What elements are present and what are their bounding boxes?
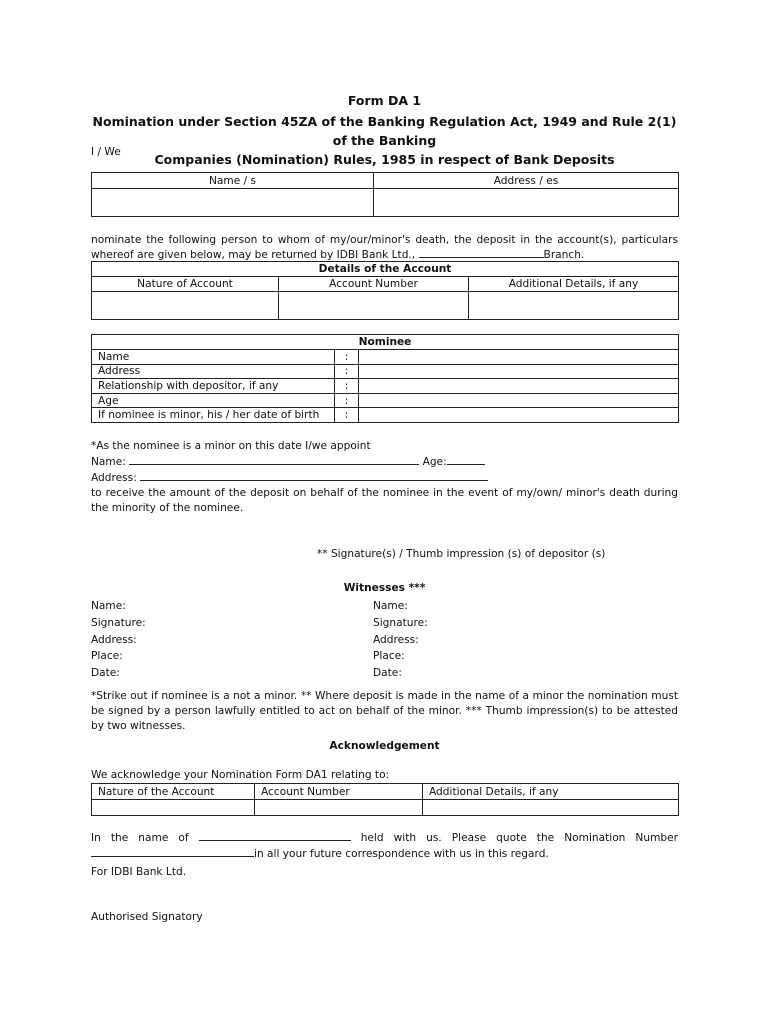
account-details-cell[interactable] xyxy=(469,292,679,320)
nominee-table xyxy=(91,334,679,423)
nominee-sep: : xyxy=(335,393,359,408)
guardian-name-line xyxy=(91,454,678,470)
account-nature-cell[interactable] xyxy=(92,292,279,320)
depositor-name-cell[interactable] xyxy=(92,189,374,217)
ack-header-nature: Nature of the Account xyxy=(92,784,255,800)
acknowledgement-intro: We acknowledge your Nomination Form DA1 relating to: xyxy=(91,769,390,781)
witness1-name-label: Name: xyxy=(91,600,126,612)
branch-blank[interactable] xyxy=(419,247,544,258)
form-heading xyxy=(91,112,678,169)
depositors-table xyxy=(91,172,679,217)
witness1-place-label: Place: xyxy=(91,650,123,663)
witness2-signature-label: Signature: xyxy=(373,616,428,629)
ack-held-text: held with us. Please quote the Nomination Number xyxy=(360,832,678,844)
nominate-line2-suffix: Branch. xyxy=(543,249,585,261)
form-heading-line2: Companies (Nomination) Rules, 1985 in respect of Bank Deposits xyxy=(154,152,615,167)
witness1-signature-label: Signature: xyxy=(91,616,146,629)
nominee-sep: : xyxy=(335,408,359,423)
nominee-age-value[interactable] xyxy=(359,393,679,408)
guardian-age-blank[interactable] xyxy=(447,454,485,465)
ack-name-text xyxy=(91,830,678,862)
nominate-text xyxy=(91,233,678,262)
i-we-label: I / We xyxy=(91,146,121,158)
nominee-table-title: Nominee xyxy=(92,335,679,350)
witness-1 xyxy=(91,598,146,682)
depositors-header-address: Address / es xyxy=(374,173,679,189)
ack-name-prefix: In the name of xyxy=(91,832,189,844)
guardian-name-blank[interactable] xyxy=(129,454,419,465)
form-title: Form DA 1 xyxy=(347,93,422,108)
guardian-address-label: Address: xyxy=(91,472,137,484)
nominate-line2-prefix: whereof are given below, may be returned by IDBI Bank Ltd., xyxy=(91,249,416,261)
nominee-relationship-value[interactable] xyxy=(359,379,679,394)
witness1-address-label: Address: xyxy=(91,633,137,646)
nominate-line2 xyxy=(91,247,678,262)
account-header-nature: Nature of Account xyxy=(92,277,279,292)
ack-nature-cell[interactable] xyxy=(92,800,255,816)
nominee-label-age: Age xyxy=(92,393,335,408)
authorised-signatory-label: Authorised Signatory xyxy=(91,911,203,923)
witness1-date-label: Date: xyxy=(91,667,120,680)
minor-para: to receive the amount of the deposit on behalf of the nominee in the event of my/own/ minor's death during the minority of the nominee. xyxy=(91,487,678,514)
ack-header-details: Additional Details, if any xyxy=(423,784,679,800)
nominee-label-relationship: Relationship with depositor, if any xyxy=(92,379,335,394)
guardian-address-blank[interactable] xyxy=(140,470,488,481)
account-number-cell[interactable] xyxy=(279,292,469,320)
witness2-name-label: Name: xyxy=(373,600,408,612)
guardian-address-line xyxy=(91,470,678,486)
form-heading-line1: Nomination under Section 45ZA of the Banking Regulation Act, 1949 and Rule 2(1) of the Banking xyxy=(92,114,677,148)
account-header-number: Account Number xyxy=(279,277,469,292)
ack-name-line xyxy=(91,830,678,846)
acknowledgement-title: Acknowledgement xyxy=(329,740,440,752)
minor-section xyxy=(91,439,678,516)
ack-header-number: Account Number xyxy=(255,784,423,800)
nomination-number-blank[interactable] xyxy=(91,846,254,857)
witnesses-title: Witnesses *** xyxy=(343,582,426,594)
nominate-line1: nominate the following person to whom of my/our/minor's death, the deposit in the account(s), particulars xyxy=(91,234,678,246)
witness2-address-label: Address: xyxy=(373,633,419,646)
witness2-place-label: Place: xyxy=(373,650,405,663)
guardian-name-label: Name: xyxy=(91,456,126,468)
witness2-date-label: Date: xyxy=(373,667,402,680)
nominee-label-name: Name xyxy=(92,350,335,365)
ack-details-cell[interactable] xyxy=(423,800,679,816)
witness-2 xyxy=(373,598,428,682)
nominee-label-dob: If nominee is minor, his / her date of birth xyxy=(92,408,335,423)
nominee-sep: : xyxy=(335,364,359,379)
nominee-dob-value[interactable] xyxy=(359,408,679,423)
depositor-address-cell[interactable] xyxy=(374,189,679,217)
nominee-sep: : xyxy=(335,350,359,365)
nominee-name-value[interactable] xyxy=(359,350,679,365)
for-bank-label: For IDBI Bank Ltd. xyxy=(91,866,187,878)
account-header-details: Additional Details, if any xyxy=(469,277,679,292)
ack-correspondence: in all your future correspondence with us in this regard. xyxy=(254,848,549,860)
minor-intro: *As the nominee is a minor on this date I/we appoint xyxy=(91,440,371,452)
depositors-header-name: Name / s xyxy=(92,173,374,189)
depositor-signature-label: ** Signature(s) / Thumb impression (s) of depositor (s) xyxy=(317,548,606,560)
guardian-age-label: Age: xyxy=(422,456,447,468)
ack-account-table xyxy=(91,783,679,816)
nominee-sep: : xyxy=(335,379,359,394)
nominee-address-value[interactable] xyxy=(359,364,679,379)
account-table-title: Details of the Account xyxy=(92,262,679,277)
nominee-label-address: Address xyxy=(92,364,335,379)
ack-name-blank[interactable] xyxy=(199,830,351,841)
ack-correspondence-line xyxy=(91,846,678,862)
account-table xyxy=(91,261,679,320)
footnote: *Strike out if nominee is a not a minor. ** Where deposit is made in the name of a minor the nomination must be signed by a person lawfully entitled to act on behalf of the minor. *** Thumb impression(s) to be attested by two witnesses. xyxy=(91,690,678,732)
ack-number-cell[interactable] xyxy=(255,800,423,816)
